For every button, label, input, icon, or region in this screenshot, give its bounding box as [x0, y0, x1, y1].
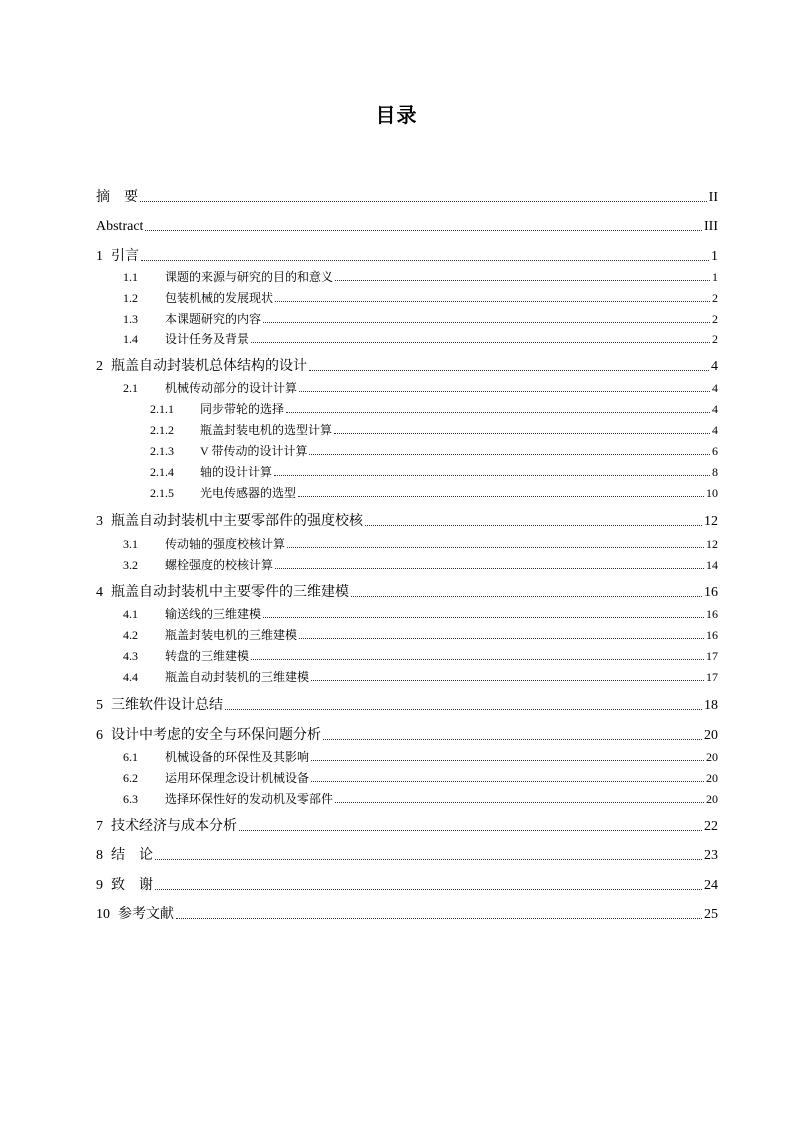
toc-entry-number: 6.1: [123, 750, 138, 764]
toc-page-number: 12: [706, 537, 718, 551]
toc-entry-number: 2.1.1: [150, 402, 174, 416]
toc-entry-section-1-3[interactable]: [123, 309, 718, 327]
toc-entry-number: 2.1.3: [150, 444, 174, 458]
toc-page-number: 4: [712, 402, 718, 416]
toc-entry-section-2-1-3[interactable]: [150, 441, 718, 459]
dot-leader: [275, 300, 710, 302]
toc-entry-number: 6.3: [123, 792, 138, 806]
toc-page-number: 2: [712, 332, 718, 346]
toc-page-number: 8: [712, 465, 718, 479]
toc-page-number: 20: [706, 771, 718, 785]
toc-entry-section-1-1[interactable]: [123, 267, 718, 285]
toc-entry-label: 瓶盖封装电机的三维建模: [165, 628, 298, 642]
toc-entry-label: 结 论: [111, 848, 153, 863]
dot-leader: [251, 658, 704, 660]
toc-page-number: 25: [704, 907, 718, 922]
toc-entry-label: 轴的设计计算: [200, 465, 273, 479]
toc-entry-chapter-9[interactable]: [96, 874, 718, 894]
toc-entry-section-2-1[interactable]: [123, 378, 718, 396]
dot-leader: [287, 546, 704, 548]
dot-leader: [334, 432, 710, 434]
toc-entry-section-6-2[interactable]: [123, 768, 718, 786]
toc-page-number: 10: [706, 486, 718, 500]
toc-entry-abstract-cn[interactable]: [96, 186, 718, 206]
toc-page-number: 20: [704, 728, 718, 743]
dot-leader: [309, 369, 709, 371]
dot-leader: [299, 390, 710, 392]
toc-entry-label: 转盘的三维建模: [165, 649, 250, 663]
toc-entry-label: 同步带轮的选择: [200, 402, 285, 416]
dot-leader: [311, 679, 704, 681]
toc-entry-label: 课题的来源与研究的目的和意义: [165, 270, 334, 284]
toc-entry-number: 3.1: [123, 537, 138, 551]
dot-leader: [311, 759, 704, 761]
toc-entry-label: 本课题研究的内容: [165, 312, 262, 326]
toc-entry-label: 瓶盖自动封装机中主要零件的三维建模: [111, 585, 349, 600]
toc-entry-number: 2.1: [123, 381, 138, 395]
toc-entry-label: 螺栓强度的校核计算: [165, 558, 274, 572]
toc-entry-number: 6: [96, 728, 103, 743]
toc-page-number: 23: [704, 848, 718, 863]
toc-entry-number: 9: [96, 878, 103, 893]
toc-entry-section-3-2[interactable]: [123, 555, 718, 573]
toc-entry-chapter-7[interactable]: [96, 815, 718, 835]
toc-entry-label: 三维软件设计总结: [111, 698, 223, 713]
dot-leader: [335, 279, 710, 281]
toc-page-number: III: [704, 219, 718, 234]
toc-entry-section-2-1-5[interactable]: [150, 483, 718, 501]
toc-entry-section-3-1[interactable]: [123, 534, 718, 552]
toc-page-number: 20: [706, 792, 718, 806]
toc-page-number: 2: [712, 312, 718, 326]
toc-entry-chapter-4[interactable]: [96, 581, 718, 601]
dot-leader: [299, 637, 704, 639]
dot-leader: [323, 738, 702, 740]
toc-entry-number: 4.3: [123, 649, 138, 663]
toc-entry-section-2-1-1[interactable]: [150, 399, 718, 417]
toc-page-number: 1: [712, 270, 718, 284]
toc-page-number: 4: [712, 381, 718, 395]
toc-entry-number: 1.3: [123, 312, 138, 326]
dot-leader: [155, 858, 702, 860]
toc-entry-label: 瓶盖封装电机的选型计算: [200, 423, 333, 437]
toc-entry-number: 1.2: [123, 291, 138, 305]
toc-entry-label: 光电传感器的选型: [200, 486, 297, 500]
toc-entry-label: 运用环保理念设计机械设备: [165, 771, 310, 785]
toc-entry-label: 致 谢: [111, 878, 153, 893]
dot-leader: [176, 917, 702, 919]
toc-entry-number: 5: [96, 698, 103, 713]
toc-entry-number: 10: [96, 907, 110, 922]
toc-entry-number: 2.1.5: [150, 486, 174, 500]
toc-entry-section-4-4[interactable]: [123, 667, 718, 685]
toc-entry-section-4-1[interactable]: [123, 604, 718, 622]
toc-page-number: 12: [704, 514, 718, 529]
toc-page-number: 22: [704, 819, 718, 834]
toc-entry-number: 6.2: [123, 771, 138, 785]
toc-entry-number: 4.1: [123, 607, 138, 621]
toc-entry-label: 引言: [111, 249, 139, 264]
toc-entry-label: 瓶盖自动封装机中主要零部件的强度校核: [111, 514, 363, 529]
dot-leader: [335, 801, 704, 803]
toc-entry-label: 选择环保性好的发动机及零部件: [165, 792, 334, 806]
dot-leader: [239, 829, 702, 831]
toc-entry-section-4-2[interactable]: [123, 625, 718, 643]
toc-entry-section-6-1[interactable]: [123, 747, 718, 765]
dot-leader: [225, 708, 702, 710]
toc-entry-chapter-1[interactable]: [96, 245, 718, 265]
toc-page-number: 4: [711, 359, 718, 374]
dot-leader: [311, 780, 704, 782]
toc-page-number: 2: [712, 291, 718, 305]
toc-title: 目录: [375, 103, 418, 127]
dot-leader: [140, 200, 707, 202]
dot-leader: [251, 341, 710, 343]
dot-leader: [141, 259, 709, 261]
dot-leader: [351, 595, 702, 597]
toc-entry-chapter-2[interactable]: [96, 355, 718, 375]
toc-entry-number: 8: [96, 848, 103, 863]
toc-entry-label: 瓶盖自动封装机总体结构的设计: [111, 359, 307, 374]
toc-entry-label: 参考文献: [118, 907, 174, 922]
toc-page-number: 18: [704, 698, 718, 713]
toc-page-number: 6: [712, 444, 718, 458]
toc-entry-number: 1.4: [123, 332, 138, 346]
toc-entry-number: 2: [96, 359, 103, 374]
toc-entry-abstract-en[interactable]: [96, 215, 718, 235]
toc-entry-label: 输送线的三维建模: [165, 607, 262, 621]
toc-entry-section-1-2[interactable]: [123, 288, 718, 306]
toc-page-number: 16: [706, 607, 718, 621]
toc-entry-number: 3.2: [123, 558, 138, 572]
toc-entry-label: 包装机械的发展现状: [165, 291, 274, 305]
toc-entry-label: 摘 要: [96, 190, 138, 205]
dot-leader: [263, 321, 710, 323]
dot-leader: [365, 524, 702, 526]
toc-entry-number: 4.2: [123, 628, 138, 642]
toc-entry-number: 2.1.4: [150, 465, 174, 479]
toc-page-number: 4: [712, 423, 718, 437]
toc-entry-label: V 带传动的设计计算: [200, 444, 308, 458]
toc-entry-label: 设计中考虑的安全与环保问题分析: [111, 728, 321, 743]
toc-page-number: II: [708, 190, 718, 205]
toc-entry-label: 机械设备的环保性及其影响: [165, 750, 310, 764]
toc-entry-section-1-4[interactable]: [123, 329, 718, 347]
toc-page-number: 14: [706, 558, 718, 572]
toc-page-number: 17: [706, 670, 718, 684]
dot-leader: [274, 474, 710, 476]
toc-entry-label: 机械传动部分的设计计算: [165, 381, 298, 395]
toc-entry-chapter-5[interactable]: [96, 694, 718, 714]
dot-leader: [298, 495, 704, 497]
toc-entry-chapter-6[interactable]: [96, 724, 718, 744]
toc-page-number: 20: [706, 750, 718, 764]
toc-entry-section-2-1-4[interactable]: [150, 462, 718, 480]
toc-entry-label: 技术经济与成本分析: [111, 819, 237, 834]
toc-page-number: 1: [711, 249, 718, 264]
toc-entry-number: 3: [96, 514, 103, 529]
toc-entry-number: 2.1.2: [150, 423, 174, 437]
toc-page-number: 24: [704, 878, 718, 893]
toc-entry-chapter-8[interactable]: [96, 844, 718, 864]
toc-page-number: 17: [706, 649, 718, 663]
toc-entry-number: 4.4: [123, 670, 138, 684]
dot-leader: [155, 888, 702, 890]
toc-entry-label: 设计任务及背景: [165, 332, 250, 346]
toc-entry-number: 1.1: [123, 270, 138, 284]
toc-entry-section-2-1-2[interactable]: [150, 420, 718, 438]
toc-entry-chapter-10[interactable]: [96, 903, 718, 923]
dot-leader: [275, 567, 704, 569]
dot-leader: [309, 453, 710, 455]
dot-leader: [286, 411, 710, 413]
toc-entry-label: 瓶盖自动封装机的三维建模: [165, 670, 310, 684]
dot-leader: [145, 229, 702, 231]
toc-entry-section-4-3[interactable]: [123, 646, 718, 664]
toc-entry-section-6-3[interactable]: [123, 789, 718, 807]
toc-entry-chapter-3[interactable]: [96, 510, 718, 530]
toc-entry-number: 4: [96, 585, 103, 600]
toc-entry-label: 传动轴的强度校核计算: [165, 537, 286, 551]
dot-leader: [263, 616, 704, 618]
toc-page-number: 16: [706, 628, 718, 642]
toc-entry-number: 7: [96, 819, 103, 834]
toc-entry-number: 1: [96, 249, 103, 264]
toc-entry-label: Abstract: [96, 219, 144, 234]
toc-page-number: 16: [704, 585, 718, 600]
